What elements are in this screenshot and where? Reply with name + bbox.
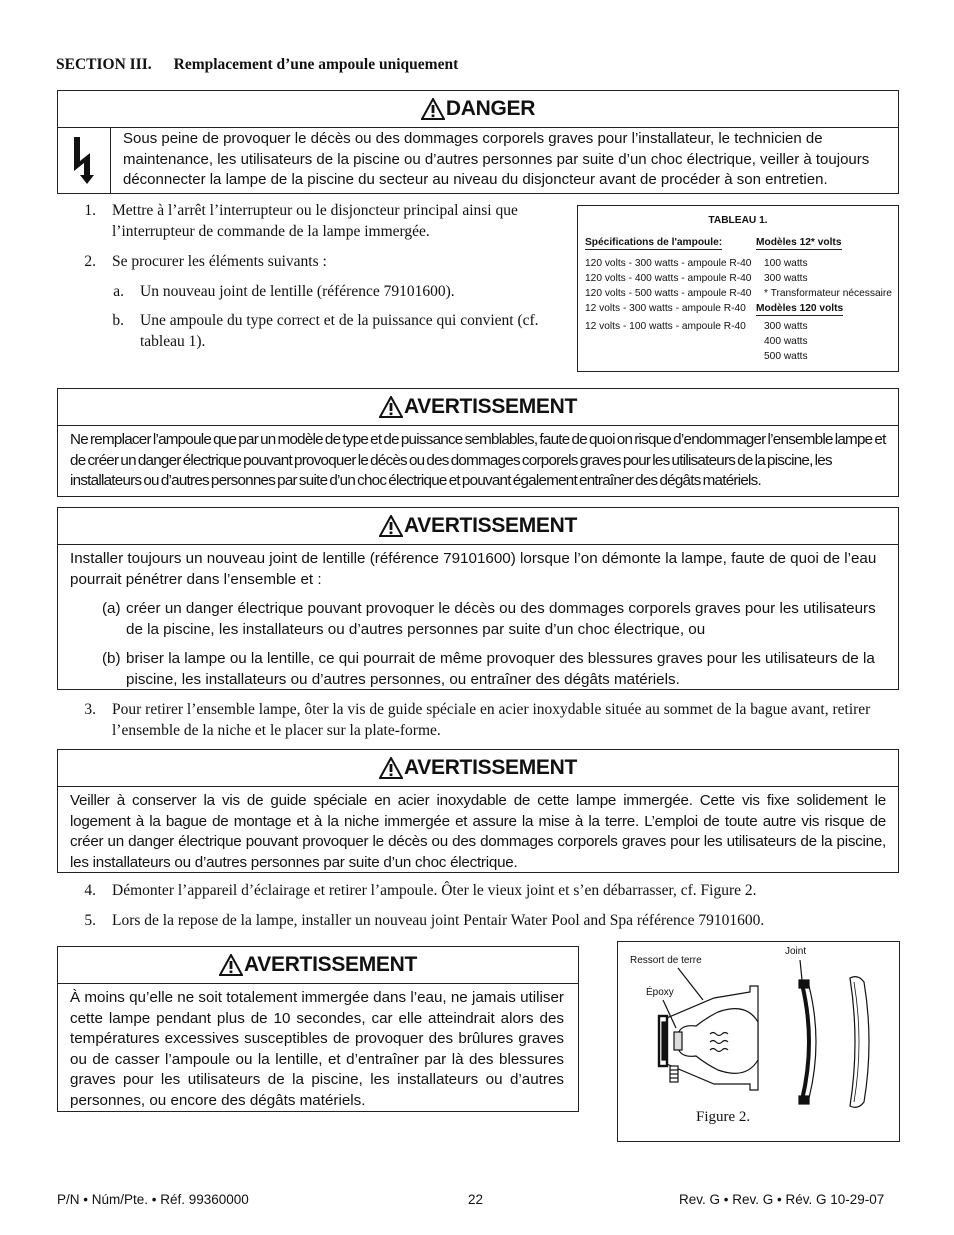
- danger-title: DANGER: [445, 97, 536, 120]
- step-text: Se procurer les éléments suivants :: [112, 253, 327, 270]
- warning-triangle-icon: [379, 515, 403, 537]
- figure-label-ressort: Ressort de terre: [630, 955, 702, 966]
- danger-header: [58, 91, 898, 128]
- footer-revision: Rev. G • Rev. G • Rév. G 10-29-07: [679, 1192, 885, 1207]
- table-col2-header: Modèles 12* volts: [756, 237, 842, 248]
- step-2b: [104, 310, 556, 352]
- warning-header: [58, 947, 578, 984]
- table-cell: 300 watts: [764, 273, 808, 284]
- item-text: briser la lampe ou la lentille, ce qui pourrait de même provoquer des blessures graves pour les utilisateurs de la piscine, les installateurs ou d’autres personnes, ou entraîner des dégâts matériels.: [126, 650, 875, 688]
- warning-header: [58, 750, 898, 787]
- step-number: 1.: [84, 202, 96, 219]
- warning-item-b: [70, 649, 886, 690]
- warning-box-2: [57, 507, 899, 690]
- table-cell: 400 watts: [764, 336, 808, 347]
- warning-triangle-icon: [219, 954, 243, 976]
- warning-triangle-icon: [379, 396, 403, 418]
- step-number: b.: [112, 312, 124, 329]
- step-text: Démonter l’appareil d’éclairage et retirer l’ampoule. Ôter le vieux joint et s’en débarrasser, cf. Figure 2.: [112, 882, 757, 899]
- warning-box-1: [57, 388, 899, 497]
- table-cell: 500 watts: [764, 351, 808, 362]
- step-text: Pour retirer l’ensemble lampe, ôter la vis de guide spéciale en acier inoxydable située au sommet de la bague avant, retirer l’ensemble de la niche et le placer sur la plate-forme.: [112, 701, 871, 739]
- warning-text: Veiller à conserver la vis de guide spéciale en acier inoxydable de cette lampe immergée. Cette vis fixe solidement le logement à la bague de montage et à la niche immergée et assure la mise à la terre. L’emploi de toute autre vis risque de créer un danger électrique pouvant provoquer le décès ou des dommages corporels graves pour les utilisateurs de la piscine, les installateurs ou d’autres personnes par suite d’un choc électrique.: [70, 792, 886, 871]
- bulb-spec-table: [577, 205, 899, 372]
- table-cell: * Transformateur nécessaire: [764, 288, 892, 299]
- lamp-assembly-illustration: [618, 942, 901, 1143]
- warning-body: [58, 545, 898, 690]
- footer-page-number: 22: [468, 1192, 484, 1207]
- table-title: TABLEAU 1.: [708, 215, 768, 226]
- step-2: [76, 251, 554, 272]
- warning-box-3: [57, 749, 899, 873]
- item-label: (b): [102, 650, 121, 667]
- step-text: Un nouveau joint de lentille (référence 79101600).: [140, 283, 455, 300]
- table-cell: 120 volts - 300 watts - ampoule R-40: [585, 258, 752, 269]
- warning-title: AVERTISSEMENT: [403, 395, 578, 418]
- warning-header: [58, 389, 898, 426]
- step-number: 3.: [84, 701, 96, 718]
- item-label: (a): [102, 600, 121, 617]
- danger-icon-cell: [58, 127, 111, 193]
- step-number: 4.: [84, 882, 96, 899]
- table-subheader: Modèles 120 volts: [756, 303, 844, 314]
- figure-label-epoxy: Époxy: [646, 987, 674, 998]
- step-5: [76, 910, 896, 931]
- table-col1-header: Spécifications de l'ampoule:: [585, 237, 723, 248]
- section-heading: [56, 56, 458, 74]
- figure-label-joint: Joint: [785, 946, 807, 957]
- warning-title: AVERTISSEMENT: [403, 756, 578, 779]
- step-text: Une ampoule du type correct et de la puissance qui convient (cf. tableau 1).: [140, 312, 539, 350]
- warning-item-a: [70, 599, 886, 640]
- item-text: créer un danger électrique pouvant provoquer le décès ou des dommages corporels graves pour les utilisateurs de la piscine, les installateurs ou d’autres personnes par suite d’un choc électrique, ou: [126, 600, 876, 638]
- electric-shock-icon: [68, 133, 98, 187]
- figure-caption: Figure 2.: [696, 1109, 751, 1125]
- step-number: 2.: [84, 253, 96, 270]
- step-1: [76, 200, 554, 242]
- step-number: 5.: [84, 912, 96, 929]
- footer-part-number: P/N • Núm/Pte. • Réf. 99360000: [57, 1192, 249, 1207]
- warning-header: [58, 508, 898, 545]
- warning-triangle-icon: [379, 757, 403, 779]
- section-title: Remplacement d’une ampoule uniquement: [173, 56, 459, 73]
- step-text: Mettre à l’arrêt l’interrupteur ou le disjoncteur principal ainsi que l’interrupteur de commande de la lampe immergée.: [112, 202, 518, 240]
- step-text: Lors de la repose de la lampe, installer un nouveau joint Pentair Water Pool and Spa référence 79101600.: [112, 912, 765, 929]
- table-cell: 300 watts: [764, 321, 808, 332]
- table-cell: 12 volts - 300 watts - ampoule R-40: [585, 303, 746, 314]
- warning-intro: Installer toujours un nouveau joint de lentille (référence 79101600) lorsque l’on démonte la lampe, faute de quoi de l’eau pourrait pénétrer dans l’ensemble et :: [70, 550, 877, 588]
- step-number: a.: [113, 283, 124, 300]
- table-cell: 12 volts - 100 watts - ampoule R-40: [585, 321, 746, 332]
- warning-title: AVERTISSEMENT: [403, 514, 578, 537]
- table-cell: 120 volts - 400 watts - ampoule R-40: [585, 273, 752, 284]
- warning-triangle-icon: [421, 98, 445, 120]
- table-cell: 100 watts: [764, 258, 808, 269]
- step-4: [76, 880, 896, 901]
- figure-2: [617, 941, 900, 1142]
- danger-box: [57, 90, 899, 194]
- warning-text: À moins qu’elle ne soit totalement immergée dans l’eau, ne jamais utiliser cette lampe pendant plus de 10 secondes, car elle atteindrait alors des températures excessives susceptibles de provoquer des brûlures graves ou de casser l’ampoule ou la lentille, et d’entraîner par là des blessures graves pour les utilisateurs de la piscine, les installateurs ou d’autres personnes, ou encore des dégâts matériels.: [70, 989, 564, 1109]
- table-cell: 120 volts - 500 watts - ampoule R-40: [585, 288, 752, 299]
- warning-title: AVERTISSEMENT: [243, 953, 418, 976]
- step-2a: [104, 281, 554, 302]
- step-3: [76, 699, 876, 741]
- section-label: SECTION III.: [56, 56, 152, 73]
- warning-box-4: [57, 946, 579, 1112]
- warning-text: Ne remplacer l’ampoule que par un modèle de type et de puissance semblables, faute de quoi on risque d’endommager l’ensemble lampe et de créer un danger électrique pouvant provoquer le décès ou des dommages corporels graves pour les utilisateurs de la piscine, les installateurs ou d’autres personnes par suite d’un choc électrique et pouvant également entraîner des dégâts matériels.: [70, 431, 886, 489]
- danger-text: Sous peine de provoquer le décès ou des dommages corporels graves pour l’installateur, le technicien de maintenance, les utilisateurs de la piscine ou d’autres personnes par suite d’un choc électrique, veiller à toujours déconnecter la lampe de la piscine du secteur au niveau du disjoncteur avant de procéder à son entretien.: [123, 130, 870, 189]
